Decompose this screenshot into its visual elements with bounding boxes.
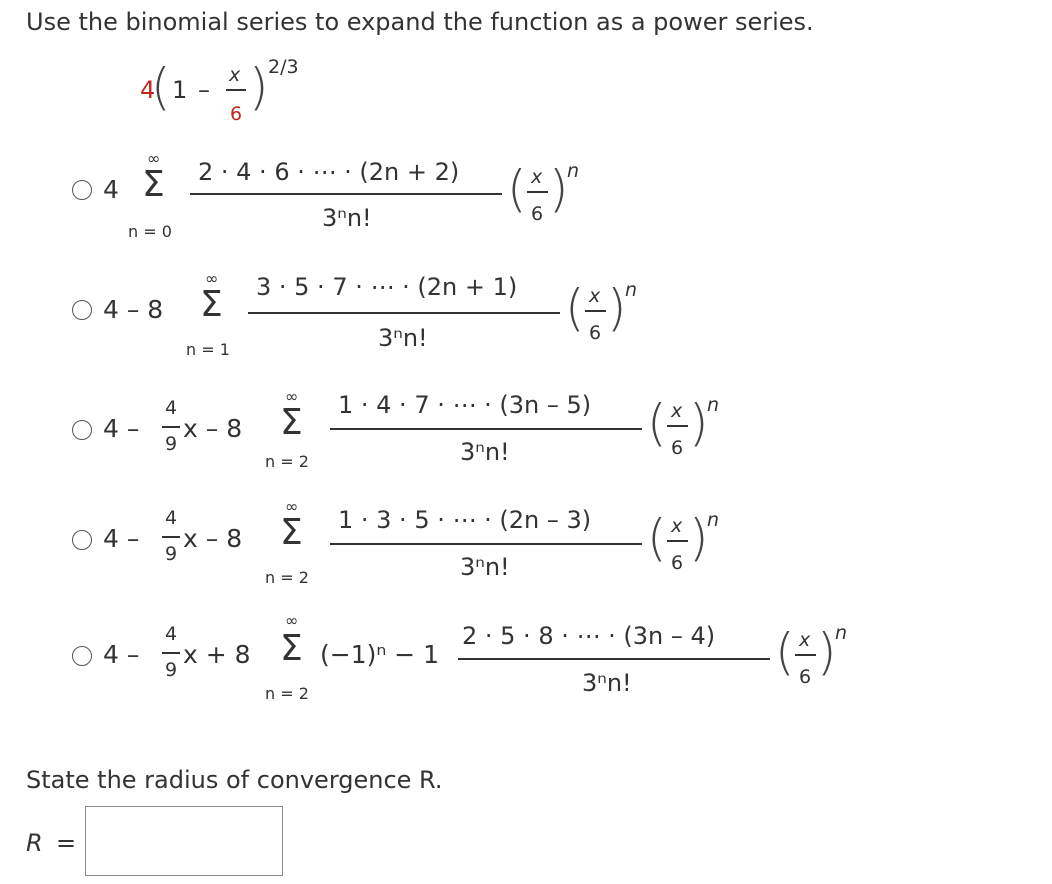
- option-4-six: 6: [671, 552, 684, 574]
- option-1-denominator: 3ⁿn!: [322, 204, 372, 232]
- option-4-close-paren: ): [689, 509, 709, 567]
- option-5-fraction-bar: [458, 658, 770, 660]
- option-3-sigma: Σ: [280, 402, 303, 443]
- option-1-lower-limit: n = 0: [128, 222, 172, 241]
- option-4-lower-limit: n = 2: [265, 568, 309, 587]
- function-exponent: 2/3: [268, 56, 299, 78]
- option-2-radio[interactable]: [72, 300, 92, 320]
- option-1-x: x: [531, 166, 543, 188]
- option-4-fraction-bar: [330, 543, 642, 545]
- option-3-frac-num: 4: [165, 397, 178, 419]
- option-5-exponent-n: n: [835, 622, 848, 644]
- option-2-prefix: 4 – 8: [103, 295, 164, 324]
- radius-label: R: [26, 829, 43, 857]
- option-5-prefix-a: 4 –: [103, 640, 140, 669]
- option-3-x: x: [671, 400, 683, 422]
- option-3-frac-bar: [162, 426, 180, 428]
- option-5-frac-den: 9: [165, 659, 178, 681]
- option-5-denominator: 3ⁿn!: [582, 669, 632, 697]
- option-5-prefix-b: x + 8: [183, 640, 251, 669]
- option-3-infinity: ∞: [285, 387, 299, 406]
- radius-input[interactable]: [85, 806, 283, 876]
- option-4-x: x: [671, 515, 683, 537]
- option-3-open-paren: (: [647, 394, 667, 452]
- option-4-infinity: ∞: [285, 497, 299, 516]
- option-4-prefix-a: 4 –: [103, 524, 140, 553]
- option-5-x6-bar: [795, 654, 816, 656]
- function-frac-num: x: [229, 64, 241, 86]
- option-2-open-paren: (: [565, 279, 585, 337]
- option-4-radio[interactable]: [72, 530, 92, 550]
- option-5-infinity: ∞: [285, 611, 299, 630]
- function-minus: –: [198, 76, 210, 104]
- function-frac-den: 6: [230, 103, 243, 125]
- option-3-radio[interactable]: [72, 420, 92, 440]
- option-1-fraction-bar: [190, 193, 502, 195]
- function-close-paren: ): [249, 58, 269, 116]
- option-1-radio[interactable]: [72, 180, 92, 200]
- option-4-open-paren: (: [647, 509, 667, 567]
- option-2-sigma: Σ: [200, 284, 223, 325]
- option-3-prefix-b: x – 8: [183, 414, 243, 443]
- function-one: 1: [172, 76, 188, 104]
- option-2-lower-limit: n = 1: [186, 340, 230, 359]
- option-3-frac-den: 9: [165, 433, 178, 455]
- option-1-six: 6: [531, 203, 544, 225]
- option-4-denominator: 3ⁿn!: [460, 553, 510, 581]
- option-4-exponent-n: n: [707, 509, 720, 531]
- option-3-six: 6: [671, 437, 684, 459]
- option-1-x6-bar: [527, 191, 548, 193]
- question-prompt: Use the binomial series to expand the function as a power series.: [26, 8, 814, 36]
- option-2-x6-bar: [585, 310, 606, 312]
- option-3-numerator: 1 · 4 · 7 · ⋯ · (3n – 5): [338, 391, 592, 419]
- option-5-six: 6: [799, 666, 812, 688]
- option-4-x6-bar: [667, 540, 688, 542]
- option-2-numerator: 3 · 5 · 7 · ⋯ · (2n + 1): [256, 273, 518, 301]
- function-open-paren: (: [151, 58, 171, 116]
- option-3-x6-bar: [667, 425, 688, 427]
- option-2-exponent-n: n: [625, 279, 638, 301]
- option-4-frac-bar: [162, 536, 180, 538]
- option-2-denominator: 3ⁿn!: [378, 324, 428, 352]
- option-5-sigma: Σ: [280, 628, 303, 669]
- option-5-numerator: 2 · 5 · 8 · ⋯ · (3n – 4): [462, 622, 716, 650]
- option-1-sigma: Σ: [142, 164, 165, 205]
- option-4-frac-num: 4: [165, 507, 178, 529]
- option-1-prefix: 4: [103, 175, 119, 204]
- option-4-sigma: Σ: [280, 512, 303, 553]
- option-3-exponent-n: n: [707, 394, 720, 416]
- option-1-numerator: 2 · 4 · 6 · ⋯ · (2n + 2): [198, 158, 460, 186]
- option-2-fraction-bar: [248, 312, 560, 314]
- option-5-x: x: [799, 629, 811, 651]
- option-5-radio[interactable]: [72, 646, 92, 666]
- option-5-open-paren: (: [775, 623, 795, 681]
- option-3-lower-limit: n = 2: [265, 452, 309, 471]
- option-2-x: x: [589, 285, 601, 307]
- option-5-frac-bar: [162, 652, 180, 654]
- option-1-exponent-n: n: [567, 160, 580, 182]
- radius-equals: =: [56, 829, 77, 857]
- option-1-infinity: ∞: [147, 149, 161, 168]
- option-3-denominator: 3ⁿn!: [460, 438, 510, 466]
- option-4-numerator: 1 · 3 · 5 · ⋯ · (2n – 3): [338, 506, 592, 534]
- option-3-close-paren: ): [689, 394, 709, 452]
- option-3-prefix-a: 4 –: [103, 414, 140, 443]
- option-4-frac-den: 9: [165, 543, 178, 565]
- option-1-close-paren: ): [549, 160, 569, 218]
- option-4-prefix-b: x – 8: [183, 524, 243, 553]
- option-5-close-paren: ): [817, 623, 837, 681]
- option-3-fraction-bar: [330, 428, 642, 430]
- option-1-open-paren: (: [507, 160, 527, 218]
- function-frac-bar: [226, 89, 246, 91]
- option-5-frac-num: 4: [165, 623, 178, 645]
- option-2-close-paren: ): [607, 279, 627, 337]
- option-5-sign-factor: (−1)ⁿ − 1: [320, 640, 440, 669]
- option-5-lower-limit: n = 2: [265, 684, 309, 703]
- radius-prompt: State the radius of convergence R.: [26, 766, 443, 794]
- function-coefficient: 4: [140, 76, 156, 104]
- option-2-infinity: ∞: [205, 269, 219, 288]
- option-2-six: 6: [589, 322, 602, 344]
